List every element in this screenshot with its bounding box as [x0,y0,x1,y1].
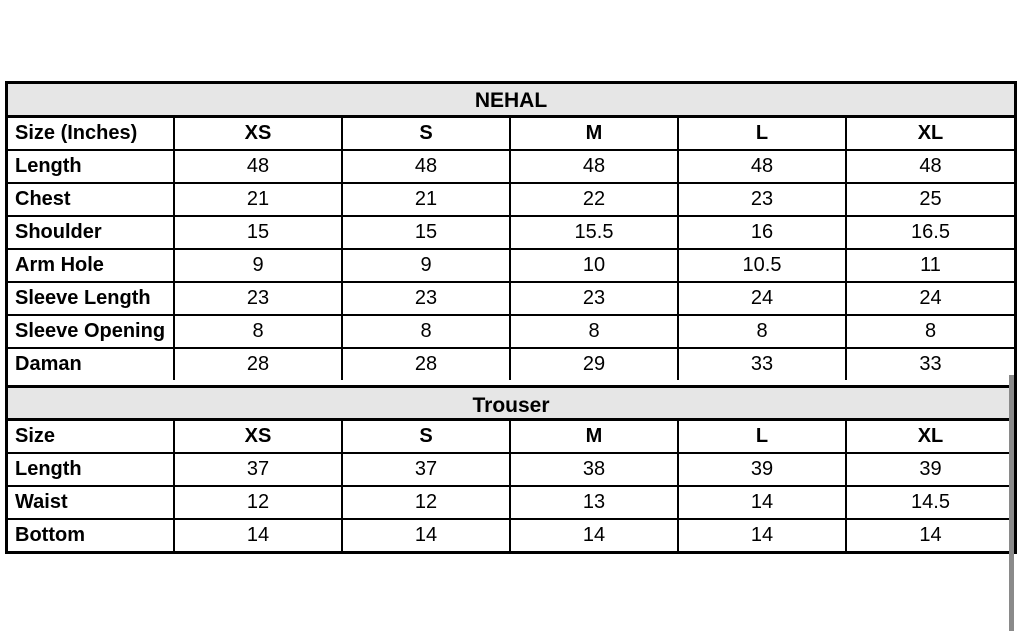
measurement-value: 12 [342,486,510,519]
measurement-value: 9 [342,249,510,282]
table-row [8,150,1014,183]
measurement-value: 14.5 [846,486,1014,519]
size-column-header: S [342,421,510,453]
measurement-value: 8 [174,315,342,348]
size-column-header: XS [174,421,342,453]
measurement-value: 16 [678,216,846,249]
measurement-label: Shoulder [8,216,174,249]
trouser-header-row [8,421,1014,453]
table-row [8,348,1014,380]
measurement-value: 14 [510,519,678,551]
measurement-value: 15.5 [510,216,678,249]
trouser-table-title: Trouser [8,385,1014,421]
measurement-value: 10.5 [678,249,846,282]
measurement-value: 10 [510,249,678,282]
edge-divider [1009,375,1014,631]
measurement-label: Sleeve Length [8,282,174,315]
size-column-header: L [678,118,846,150]
size-column-header: XL [846,421,1014,453]
measurement-value: 15 [342,216,510,249]
measurement-value: 8 [846,315,1014,348]
table-row [8,486,1014,519]
table-row [8,216,1014,249]
row-label-header: Size (Inches) [8,118,174,150]
measurement-label: Chest [8,183,174,216]
measurement-label: Arm Hole [8,249,174,282]
measurement-value: 38 [510,453,678,486]
size-column-header: M [510,118,678,150]
size-chart [5,81,1017,554]
measurement-value: 37 [342,453,510,486]
measurement-value: 39 [846,453,1014,486]
measurement-value: 21 [174,183,342,216]
measurement-value: 24 [678,282,846,315]
measurement-value: 48 [678,150,846,183]
trouser-size-table [8,421,1014,551]
size-column-header: XL [846,118,1014,150]
measurement-value: 48 [342,150,510,183]
measurement-value: 28 [174,348,342,380]
size-column-header: S [342,118,510,150]
measurement-label: Length [8,453,174,486]
table-row [8,453,1014,486]
measurement-label: Sleeve Opening [8,315,174,348]
measurement-value: 14 [678,486,846,519]
size-column-header: L [678,421,846,453]
measurement-value: 21 [342,183,510,216]
measurement-value: 33 [919,353,942,375]
size-column-header: XS [174,118,342,150]
measurement-value: 39 [678,453,846,486]
measurement-value: 48 [510,150,678,183]
measurement-value: 16.5 [846,216,1014,249]
measurement-label: Length [8,150,174,183]
measurement-label: Waist [8,486,174,519]
table-row [8,183,1014,216]
measurement-value: 23 [174,282,342,315]
table-row [8,315,1014,348]
measurement-value: 14 [342,519,510,551]
measurement-value: 15 [174,216,342,249]
measurement-value: 33 [678,348,846,380]
measurement-value: 8 [510,315,678,348]
measurement-value: 8 [342,315,510,348]
measurement-label: Daman [8,348,174,380]
shirt-size-table [8,118,1014,380]
measurement-value: 11 [846,249,1014,282]
measurement-value: 12 [174,486,342,519]
measurement-value: 48 [174,150,342,183]
measurement-label: Bottom [8,519,174,551]
measurement-value: 22 [510,183,678,216]
measurement-value: 9 [174,249,342,282]
measurement-value: 23 [342,282,510,315]
measurement-value: 14 [919,524,942,546]
table-row [8,519,1014,551]
measurement-value: 28 [342,348,510,380]
shirt-table-title: NEHAL [8,84,1014,118]
measurement-value: 14 [678,519,846,551]
measurement-value: 14 [174,519,342,551]
measurement-value: 8 [678,315,846,348]
row-label-header: Size [8,421,174,453]
table-row [8,282,1014,315]
measurement-value: 48 [846,150,1014,183]
measurement-value: 37 [174,453,342,486]
size-column-header: M [510,421,678,453]
measurement-value: 23 [510,282,678,315]
measurement-value: 13 [510,486,678,519]
measurement-value: 25 [846,183,1014,216]
measurement-value: 29 [510,348,678,380]
table-row [8,249,1014,282]
measurement-value: 24 [846,282,1014,315]
measurement-value: 23 [678,183,846,216]
shirt-header-row [8,118,1014,150]
